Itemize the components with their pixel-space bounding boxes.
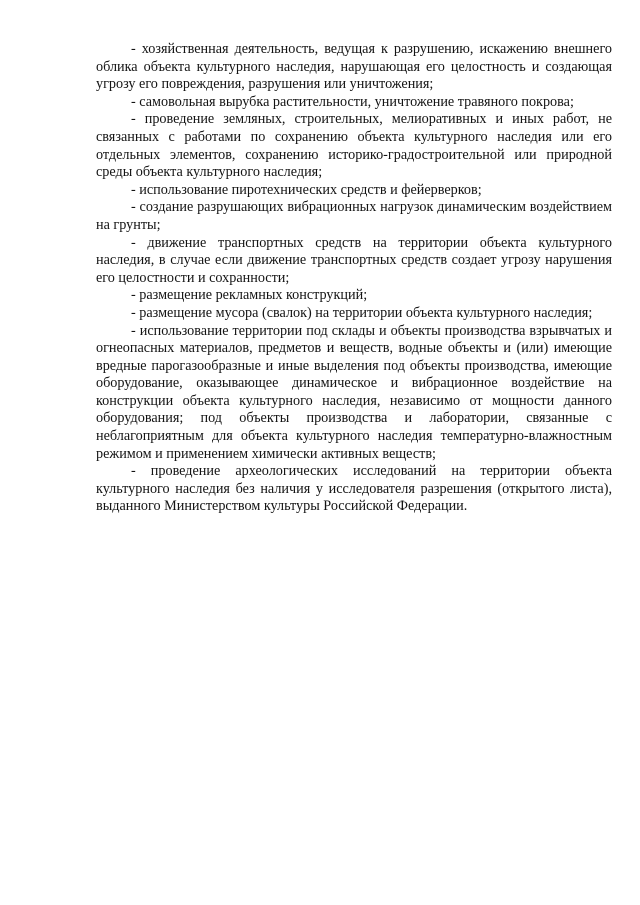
prohibitions-list xyxy=(96,41,612,516)
list-item: - создание разрушающих вибрационных нагрузок динамическим воздействием на грунты; xyxy=(96,199,612,233)
list-item: - движение транспортных средств на территории объекта культурного наследия, в случае если движение транспортных средств создает угрозу нарушения его целостности и сохранности; xyxy=(96,234,612,286)
list-item: - использование пиротехнических средств и фейерверков; xyxy=(131,181,482,198)
list-item: - использование территории под склады и объекты производства взрывчатых и огнеопасных материалов, предметов и веществ, водные объекты и (или) имеющие вредные парогазообразные и иные выделения под объекты производства, имеющие оборудование, оказывающее динамическое и вибрационное воздействие на конструкции объекта культурного наследия, независимо от мощности данного оборудования; под объекты производства и лаборатории, связанные с неблагоприятным для объекта культурного наследия температурно-влажностным режимом и применением химически активных веществ; xyxy=(96,322,612,462)
list-item: - размещение рекламных конструкций; xyxy=(131,287,368,304)
list-item: - размещение мусора (свалок) на территории объекта культурного наследия; xyxy=(131,304,593,321)
list-item: - проведение земляных, строительных, мелиоративных и иных работ, не связанных с работами по сохранению объекта культурного наследия или его отдельных элементов, сохранению историко-градостроительной или природной среды объекта культурного наследия; xyxy=(96,111,612,181)
list-item: - хозяйственная деятельность, ведущая к разрушению, искажению внешнего облика объекта культурного наследия, нарушающая его целостность и создающая угрозу его повреждения, разрушения или уничтожения; xyxy=(96,41,612,93)
list-item: - самовольная вырубка растительности, уничтожение травяного покрова; xyxy=(131,93,574,110)
list-item: - проведение археологических исследований на территории объекта культурного наследия без наличия у исследователя разрешения (открытого листа), выданного Министерством культуры Российской Федерации. xyxy=(96,463,612,515)
